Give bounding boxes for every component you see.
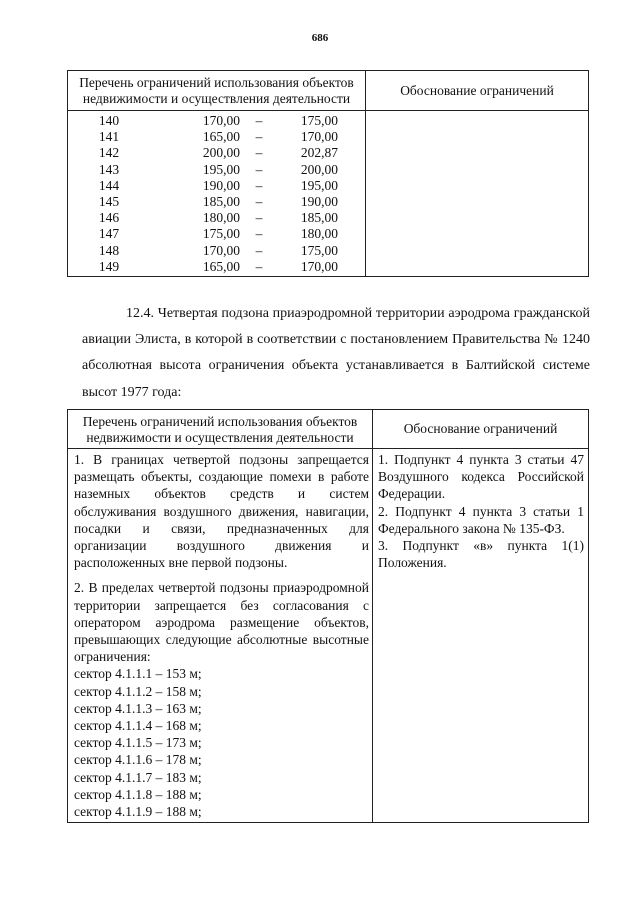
table1-row <box>68 243 365 259</box>
range-dash: – <box>255 258 263 274</box>
table2-header-basis: Обоснование ограничений <box>373 410 589 449</box>
range-to: 170,00 <box>300 258 338 274</box>
table2-restrictions-cell <box>68 449 373 823</box>
range-from: 175,00 <box>202 226 240 242</box>
range-to: 180,00 <box>300 226 338 242</box>
range-to: 170,00 <box>300 129 338 145</box>
row-number: 143 <box>98 161 120 177</box>
range-from: 185,00 <box>202 193 240 209</box>
sector-line: сектор 4.1.1.2 – 158 м; <box>74 683 202 699</box>
range-dash: – <box>255 145 263 161</box>
table1-row <box>68 178 365 194</box>
table1-rows-cell <box>68 111 366 277</box>
row-number: 149 <box>98 258 120 274</box>
range-from: 170,00 <box>202 242 240 258</box>
range-dash: – <box>255 242 263 258</box>
range-to: 195,00 <box>300 177 338 193</box>
range-dash: – <box>255 193 263 209</box>
range-dash: – <box>255 129 263 145</box>
row-number: 148 <box>98 242 120 258</box>
range-from: 165,00 <box>202 258 240 274</box>
paragraph-text: 12.4. Четвертая подзона приаэродромной территории аэродрома гражданской авиации Элиста, в которой в соответствии с постановлением Правительства № 1240 абсолютная высота ограничения объекта устанавливается в Балтийской системе высот 1977 года: <box>82 306 590 400</box>
table1-row <box>68 259 365 275</box>
sector-line: сектор 4.1.1.9 – 188 м; <box>74 804 202 820</box>
range-to: 185,00 <box>300 210 338 226</box>
table1-row <box>68 145 365 161</box>
table1-row <box>68 194 365 210</box>
row-number: 142 <box>98 145 120 161</box>
row-number: 140 <box>98 113 120 128</box>
range-from: 190,00 <box>202 177 240 193</box>
range-from: 195,00 <box>202 161 240 177</box>
range-dash: – <box>255 226 263 242</box>
row-number: 147 <box>98 226 120 242</box>
table1-row <box>68 210 365 226</box>
sector-line: сектор 4.1.1.3 – 163 м; <box>74 700 202 716</box>
restriction-item-1: 1. В границах четвертой подзоны запрещается размещать объекты, создающие помехи в работе наземных объектов средств и систем обслуживания воздушного движения, навигации, посадки и связи, предназначенных для организации воздушного движения и расположенных вне первой подзоны. <box>74 452 369 571</box>
table1-row <box>68 226 365 242</box>
range-dash: – <box>255 113 263 128</box>
sector-line: сектор 4.1.1.7 – 183 м; <box>74 769 202 785</box>
restrictions-table-2 <box>67 409 589 823</box>
table1-header-basis: Обоснование ограничений <box>366 71 589 111</box>
sector-line: сектор 4.1.1.5 – 173 м; <box>74 735 202 751</box>
range-from: 165,00 <box>202 129 240 145</box>
table1-rows <box>68 113 365 275</box>
row-number: 146 <box>98 210 120 226</box>
row-number: 141 <box>98 129 120 145</box>
table1-row <box>68 162 365 178</box>
range-from: 170,00 <box>202 113 240 128</box>
range-from: 180,00 <box>202 210 240 226</box>
sector-line: сектор 4.1.1.8 – 188 м; <box>74 786 202 802</box>
table1-header-restrictions: Перечень ограничений использования объектов недвижимости и осуществления деятельности <box>68 71 366 111</box>
range-from: 200,00 <box>202 145 240 161</box>
range-to: 202,87 <box>300 145 338 161</box>
range-to: 175,00 <box>300 113 338 128</box>
table1-row <box>68 129 365 145</box>
sector-list <box>74 665 369 820</box>
range-dash: – <box>255 210 263 226</box>
range-to: 190,00 <box>300 193 338 209</box>
sector-line: сектор 4.1.1.6 – 178 м; <box>74 752 202 768</box>
table2-header-restrictions: Перечень ограничений использования объектов недвижимости и осуществления деятельности <box>68 410 373 449</box>
basis-item-2: 2. Подпункт 4 пункта 3 статьи 1 Федерального закона № 135-ФЗ. <box>378 503 584 536</box>
restrictions-table-1 <box>67 70 589 277</box>
range-dash: – <box>255 177 263 193</box>
sector-line: сектор 4.1.1.1 – 153 м; <box>74 666 202 682</box>
table1-row <box>68 113 365 129</box>
basis-item-3: 3. Подпункт «в» пункта 1(1) Положения. <box>378 538 584 571</box>
table2-basis-cell <box>373 449 589 823</box>
basis-item-1: 1. Подпункт 4 пункта 3 статьи 47 Воздушного кодекса Российской Федерации. <box>378 452 584 502</box>
section-12-4-paragraph <box>82 301 590 406</box>
page-number: 686 <box>311 32 329 44</box>
range-dash: – <box>255 161 263 177</box>
row-number: 144 <box>98 177 120 193</box>
row-number: 145 <box>98 193 120 209</box>
sector-line: сектор 4.1.1.4 – 168 м; <box>74 718 202 734</box>
restriction-item-2: 2. В пределах четвертой подзоны приаэродромной территории запрещается без согласования с оператором аэродрома размещение объектов, превышающих следующие абсолютные высотные ограничения: <box>74 580 369 665</box>
table1-basis-cell <box>366 111 589 277</box>
range-to: 200,00 <box>300 161 338 177</box>
range-to: 175,00 <box>300 242 338 258</box>
